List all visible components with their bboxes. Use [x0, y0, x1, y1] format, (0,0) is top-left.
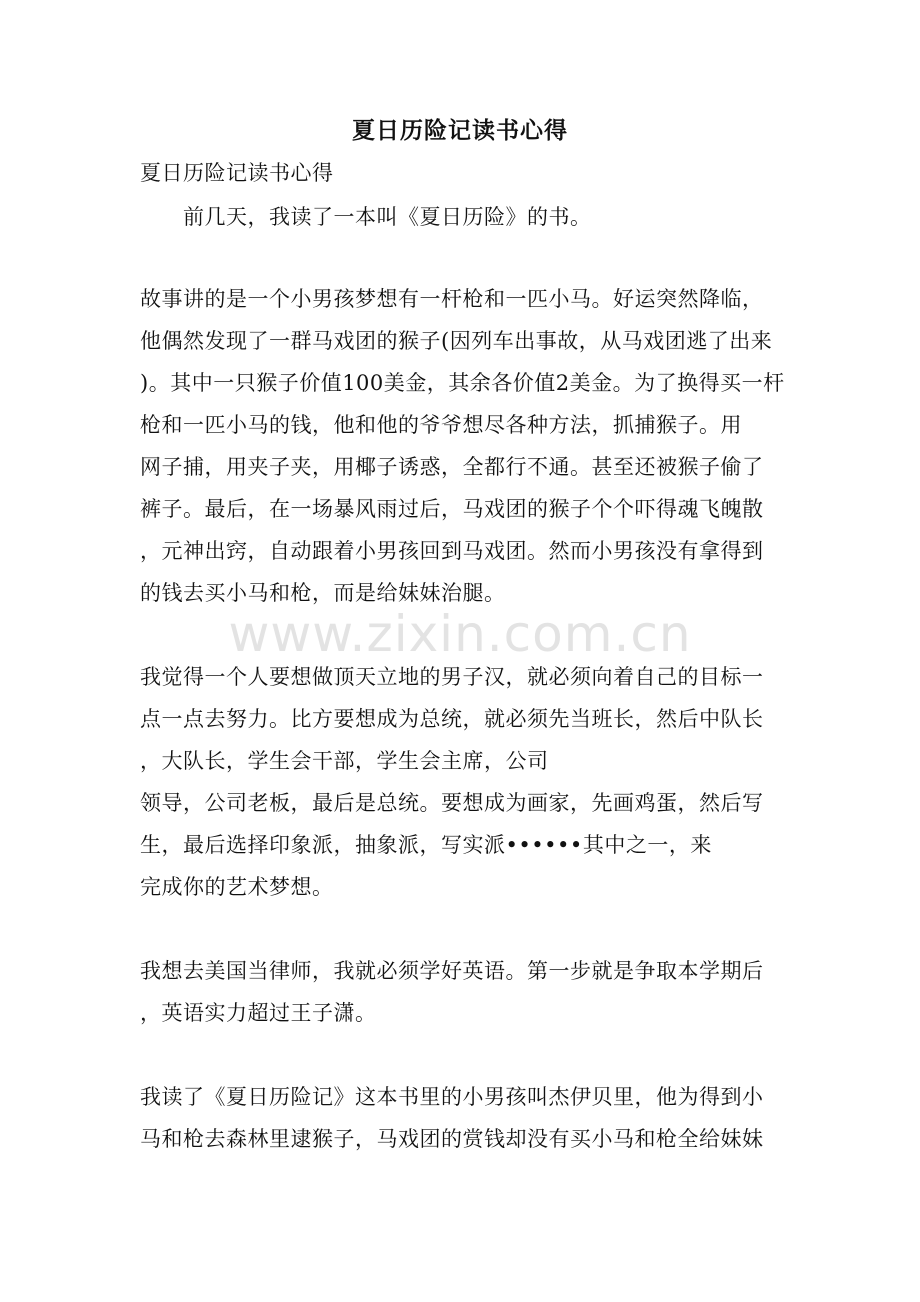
paragraph4-line-2: 马和枪去森林里逮猴子，马戏团的赏钱却没有买小马和枪全给妹妹	[140, 1127, 764, 1151]
document-subtitle: 夏日历险记读书心得	[140, 161, 334, 185]
paragraph3-line-2: ，英语实力超过王子潇。	[140, 1001, 377, 1025]
intro-line: 前几天，我读了一本叫《夏日历险》的书。	[183, 205, 592, 229]
paragraph1-line-2: 他偶然发现了一群马戏团的猴子(因列车出事故，从马戏团逃了出来	[140, 329, 773, 353]
paragraph3-line-1: 我想去美国当律师，我就必须学好英语。第一步就是争取本学期后	[140, 959, 764, 983]
paragraph1-line-6: 裤子。最后，在一场暴风雨过后，马戏团的猴子个个吓得魂飞魄散	[140, 497, 764, 521]
document-title: 夏日历险记读书心得	[352, 117, 568, 144]
paragraph2-line-5: 生，最后选择印象派，抽象派，写实派••••••其中之一，来	[140, 833, 712, 857]
watermark-text: www.zixin.com.cn	[228, 605, 692, 663]
paragraph1-line-3: )。其中一只猴子价值100美金，其余各价值2美金。为了换得买一杆	[140, 371, 785, 395]
paragraph1-line-1: 故事讲的是一个小男孩梦想有一杆枪和一匹小马。好运突然降临，	[140, 287, 764, 311]
paragraph1-line-5: 网子捕，用夹子夹，用椰子诱惑，全都行不通。甚至还被猴子偷了	[140, 455, 764, 479]
paragraph2-line-1: 我觉得一个人要想做顶天立地的男子汉，就必须向着自己的目标一	[140, 665, 764, 689]
paragraph1-line-4: 枪和一匹小马的钱，他和他的爷爷想尽各种方法，抓捕猴子。用	[140, 413, 742, 437]
paragraph2-line-3: ，大队长，学生会干部，学生会主席，公司	[140, 749, 549, 773]
paragraph2-line-4: 领导，公司老板，最后是总统。要想成为画家，先画鸡蛋，然后写	[140, 791, 764, 815]
paragraph1-line-7: ，元神出窍，自动跟着小男孩回到马戏团。然而小男孩没有拿得到	[140, 539, 764, 563]
paragraph2-line-2: 点一点去努力。比方要想成为总统，就必须先当班长，然后中队长	[140, 707, 764, 731]
paragraph1-line-8: 的钱去买小马和枪，而是给妹妹治腿。	[140, 581, 506, 605]
paragraph2-line-6: 完成你的艺术梦想。	[140, 875, 334, 899]
paragraph4-line-1: 我读了《夏日历险记》这本书里的小男孩叫杰伊贝里，他为得到小	[140, 1085, 764, 1109]
